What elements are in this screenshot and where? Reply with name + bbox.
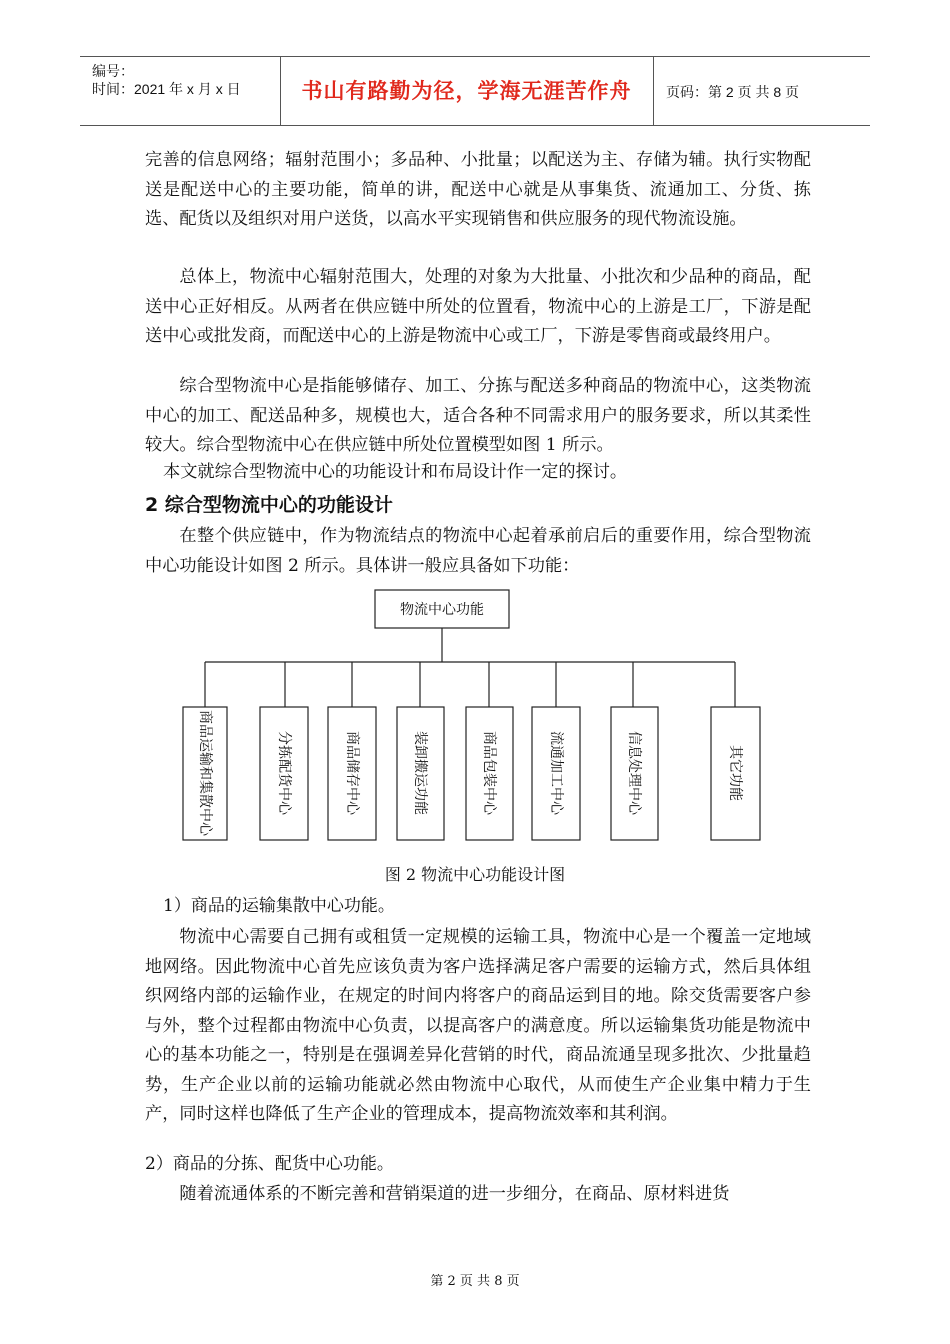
paragraph-4: 本文就综合型物流中心的功能设计和布局设计作一定的探讨。 — [163, 462, 628, 482]
diagram-child-label-4: 装卸搬运功能 — [412, 731, 428, 815]
paragraph-1: 完善的信息网络；辐射范围小；多品种、小批量；以配送为主、存储为辅。执行实物配送是配送中心的主要功能，简单的讲，配送中心就是从事集货、流通加工、分货、拣选、配货以及组织对用户送货，以高水平实现销售和供应服务的现代物流设施。 — [145, 150, 811, 229]
diagram-child-label-7: 信息处理中心 — [626, 731, 642, 815]
document-number-label: 编号： — [92, 63, 134, 79]
diagram-child-label-8: 其它功能 — [727, 745, 743, 801]
paragraph-2: 总体上，物流中心辐射范围大，处理的对象为大批量、小批次和少品种的商品，配送中心正好相反。从两者在供应链中所处的位置看，物流中心的上游是工厂，下游是配送中心或批发商，而配送中心的上游是物流中心或工厂，下游是零售商或最终用户。 — [145, 267, 811, 346]
paragraph-6: 物流中心需要自己拥有或租赁一定规模的运输工具，物流中心是一个覆盖一定地域地网络。因此物流中心首先应该负责为客户选择满足客户需要的运输方式，然后具体组织网络内部的运输作业，在规定的时间内将客户的商品运到目的地。除交货需要客户参与外，整个过程都由物流中心负责，以提高客户的满意度。所以运输集货功能是物流中心的基本功能之一，特别是在强调差异化营销的时代，商品流通呈现多批次、少批量趋势，生产企业以前的运输功能就必然由物流中心取代，从而使生产企业集中精力于生产，同时这样也降低了生产企业的管理成本，提高物流效率和其利润。 — [145, 927, 811, 1124]
diagram-child-label-3: 商品储存中心 — [344, 731, 360, 815]
paragraph-7: 随着流通体系的不断完善和营销渠道的进一步细分，在商品、原材料进货 — [179, 1184, 730, 1204]
diagram-child-label-6: 流通加工中心 — [548, 731, 564, 815]
diagram-child-label-2: 分拣配货中心 — [276, 731, 292, 815]
diagram-child-label-1: 商品运输和集散中心 — [197, 710, 213, 836]
section-heading: 2 综合型物流中心的功能设计 — [145, 494, 393, 516]
paragraph-3: 综合型物流中心是指能够储存、加工、分拣与配送多种商品的物流中心，这类物流中心的加工、配送品种多，规模也大，适合各种不同需求用户的服务要求，所以其柔性较大。综合型物流中心在供应链中所处位置模型如图 1 所示。 — [145, 376, 811, 455]
diagram-root-label: 物流中心功能 — [400, 602, 484, 618]
diagram-child-label-5: 商品包装中心 — [481, 731, 497, 815]
list-item-1-title: 1）商品的运输集散中心功能。 — [163, 896, 395, 916]
paragraph-5: 在整个供应链中，作为物流结点的物流中心起着承前启后的重要作用，综合型物流中心功能设计如图 2 所示。具体讲一般应具备如下功能： — [145, 526, 811, 576]
document-time-label: 时间：2021 年 x 月 x 日 — [92, 81, 241, 97]
figure-caption: 图 2 物流中心功能设计图 — [384, 865, 566, 884]
header-page-number: 页码：第 2 页 共 8 页 — [666, 84, 800, 100]
page-footer: 第 2 页 共 8 页 — [430, 1274, 520, 1289]
header-motto: 书山有路勤为径，学海无涯苦作舟 — [301, 79, 632, 103]
list-item-2-title: 2）商品的分拣、配货中心功能。 — [145, 1154, 394, 1174]
